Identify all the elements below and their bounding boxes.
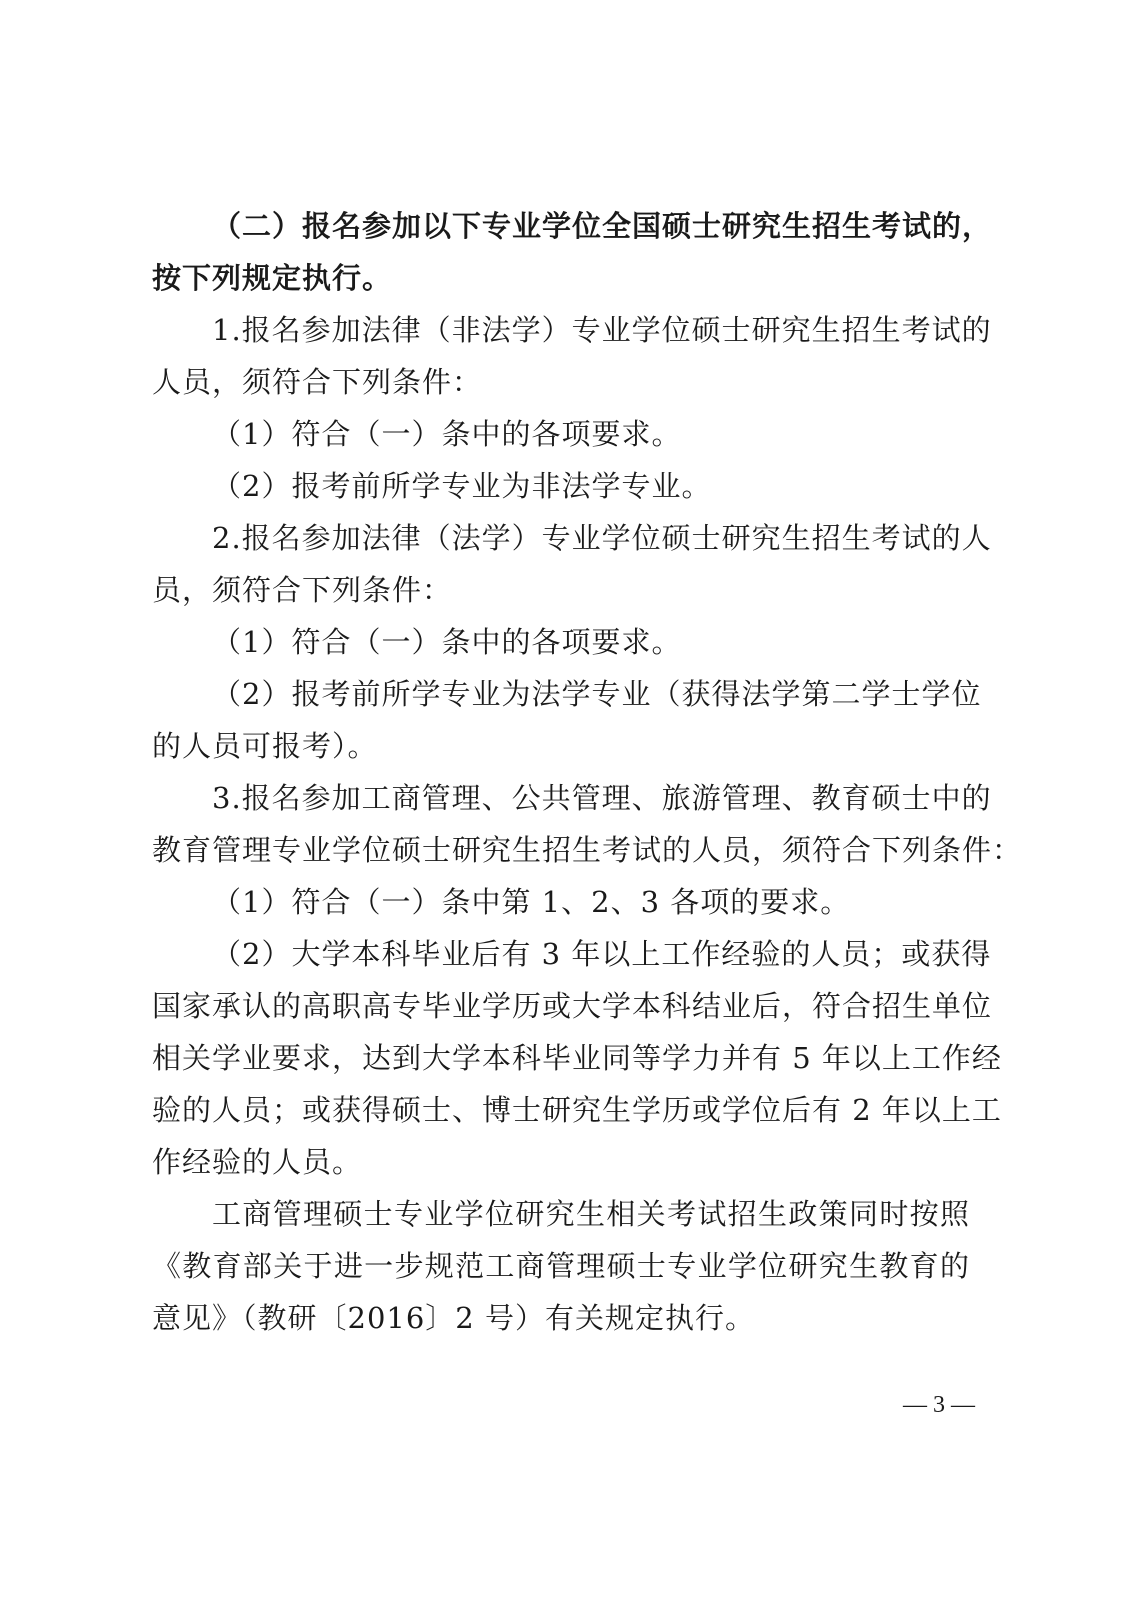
section-heading: （二）报名参加以下专业学位全国硕士研究生招生考试的， [212, 209, 993, 243]
mba-policy-paragraph-line-2: 《教育部关于进一步规范工商管理硕士专业学位研究生教育的 [152, 1249, 970, 1283]
item-3-condition-2-line-5: 作经验的人员。 [152, 1145, 363, 1179]
item-3-condition-2-line-3: 相关学业要求，达到大学本科毕业同等学力并有 5 年以上工作经 [152, 1041, 1002, 1075]
item-1-heading-continued: 人员，须符合下列条件： [152, 365, 483, 399]
item-3-condition-2-line-4: 验的人员；或获得硕士、博士研究生学历或学位后有 2 年以上工 [152, 1093, 1002, 1127]
item-3-condition-2-line-2: 国家承认的高职高专毕业学历或大学本科结业后，符合招生单位 [152, 989, 993, 1023]
section-heading-continued: 按下列规定执行。 [152, 261, 393, 295]
mba-policy-paragraph-line-3: 意见》（教研〔2016〕2 号）有关规定执行。 [152, 1301, 755, 1335]
item-2-heading-continued: 员，须符合下列条件： [152, 573, 453, 607]
item-3-heading: 3.报名参加工商管理、公共管理、旅游管理、教育硕士中的 [212, 781, 992, 815]
item-1-condition-2: （2）报考前所学专业为非法学专业。 [212, 469, 712, 503]
page-number: — 3 — [903, 1392, 975, 1418]
item-1-heading: 1.报名参加法律（非法学）专业学位硕士研究生招生考试的 [212, 313, 992, 347]
item-1-condition-1: （1）符合（一）条中的各项要求。 [212, 417, 682, 451]
item-3-heading-continued: 教育管理专业学位硕士研究生招生考试的人员，须符合下列条件： [152, 833, 1023, 867]
item-2-condition-2: （2）报考前所学专业为法学专业（获得法学第二学士学位 [212, 677, 982, 711]
item-2-heading: 2.报名参加法律（法学）专业学位硕士研究生招生考试的人 [212, 521, 992, 555]
item-3-condition-2: （2）大学本科毕业后有 3 年以上工作经验的人员；或获得 [212, 937, 992, 971]
mba-policy-paragraph: 工商管理硕士专业学位研究生相关考试招生政策同时按照 [212, 1197, 970, 1231]
item-2-condition-2-continued: 的人员可报考）。 [152, 729, 378, 763]
item-3-condition-1: （1）符合（一）条中第 1、2、3 各项的要求。 [212, 885, 851, 919]
item-2-condition-1: （1）符合（一）条中的各项要求。 [212, 625, 682, 659]
